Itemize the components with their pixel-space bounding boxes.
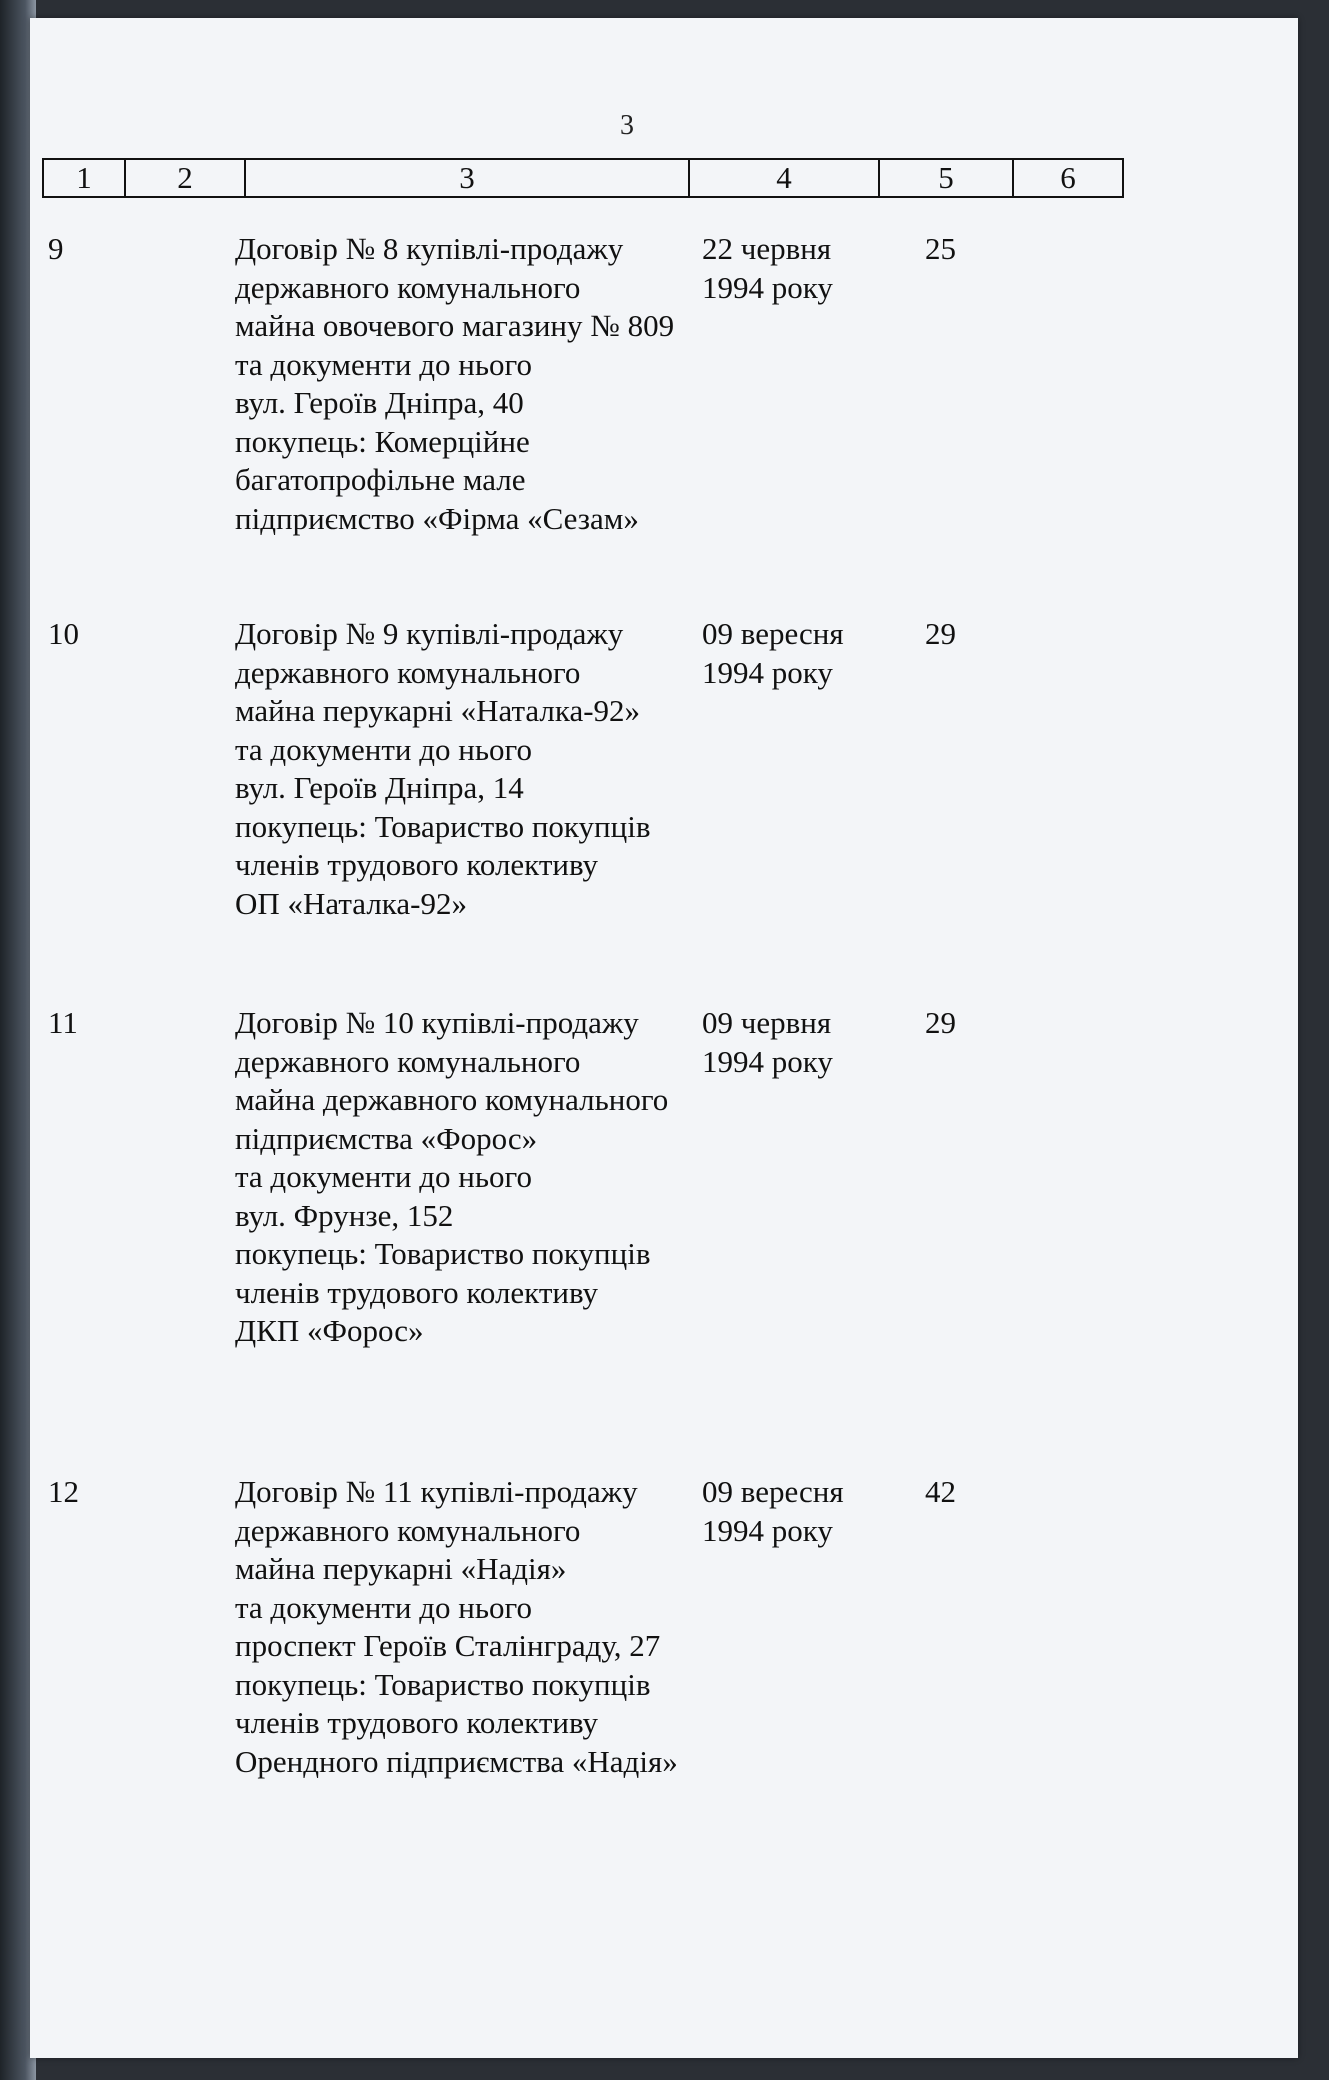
description-line: покупець: Товариство покупців [235,1666,651,1702]
description-line: Орендного підприємства «Надія» [235,1743,678,1779]
entry-description [235,1004,735,1351]
date-line: 1994 року [702,1512,833,1548]
entry-date [702,1473,844,1550]
description-line: Договір № 8 купівлі-продажу [235,231,624,266]
entry-description [235,230,735,538]
description-line: вул. Героїв Дніпра, 40 [235,385,524,420]
document-page [30,18,1298,2058]
description-line: вул. Фрунзе, 152 [235,1197,454,1233]
description-line: підприємство «Фірма «Сезам» [235,500,639,536]
header-col-5: 5 [879,159,1013,197]
description-line: покупець: Комерційне [235,423,530,459]
description-line: та документи до нього [235,1589,532,1625]
description-line: Договір № 11 купівлі-продажу [235,1474,638,1509]
date-line: 1994 року [702,1043,833,1079]
description-line: підприємства «Форос» [235,1120,538,1156]
entry-number: 11 [48,1005,78,1040]
entry-date [702,230,833,307]
entry-description [235,615,735,923]
header-col-6: 6 [1013,159,1123,197]
description-line: майна овочевого магазину № 809 [235,308,675,343]
description-line: багатопрофільне мале [235,462,526,497]
description-line: Договір № 9 купівлі-продажу [235,616,624,651]
description-line: покупець: Товариство покупців [235,1236,651,1271]
date-line: 09 вересня [702,1474,844,1509]
date-line: 22 червня [702,231,832,266]
entry-sheet-count: 29 [925,616,956,651]
description-line: покупець: Товариство покупців [235,808,651,844]
date-line: 1994 року [702,269,833,305]
date-line: 09 червня [702,1005,832,1040]
description-line: Договір № 10 купівлі-продажу [235,1005,639,1040]
description-line: майна перукарні «Надія» [235,1551,567,1586]
entry-sheet-count: 29 [925,1005,956,1040]
description-line: державного комунального [235,654,581,690]
description-line: державного комунального [235,269,581,305]
page-number: 3 [620,110,634,141]
entry-number: 9 [48,231,64,266]
date-line: 09 вересня [702,616,844,651]
header-col-4: 4 [689,159,879,197]
entry-sheet-count: 25 [925,231,956,266]
entry-date [702,615,844,692]
entry-number: 10 [48,616,79,651]
header-col-1: 1 [43,159,125,197]
description-line: державного комунального [235,1043,581,1079]
description-line: та документи до нього [235,731,532,767]
entry-sheet-count: 42 [925,1474,956,1509]
description-line: ОП «Наталка-92» [235,885,467,921]
entry-description [235,1473,735,1781]
description-line: вул. Героїв Дніпра, 14 [235,770,524,805]
header-col-3: 3 [245,159,689,197]
description-line: державного комунального [235,1512,581,1548]
description-line: майна державного комунального [235,1082,669,1117]
description-line: членів трудового колективу [235,847,599,882]
column-number-header [42,158,1124,198]
entry-date [702,1004,833,1081]
description-line: членів трудового колективу [235,1274,599,1310]
entry-number: 12 [48,1474,79,1509]
description-line: та документи до нього [235,1159,532,1194]
date-line: 1994 року [702,654,833,690]
description-line: та документи до нього [235,346,532,382]
description-line: майна перукарні «Наталка-92» [235,693,641,728]
header-col-2: 2 [125,159,245,197]
description-line: проспект Героїв Сталінграду, 27 [235,1628,661,1663]
description-line: ДКП «Форос» [235,1313,424,1348]
description-line: членів трудового колективу [235,1705,599,1740]
